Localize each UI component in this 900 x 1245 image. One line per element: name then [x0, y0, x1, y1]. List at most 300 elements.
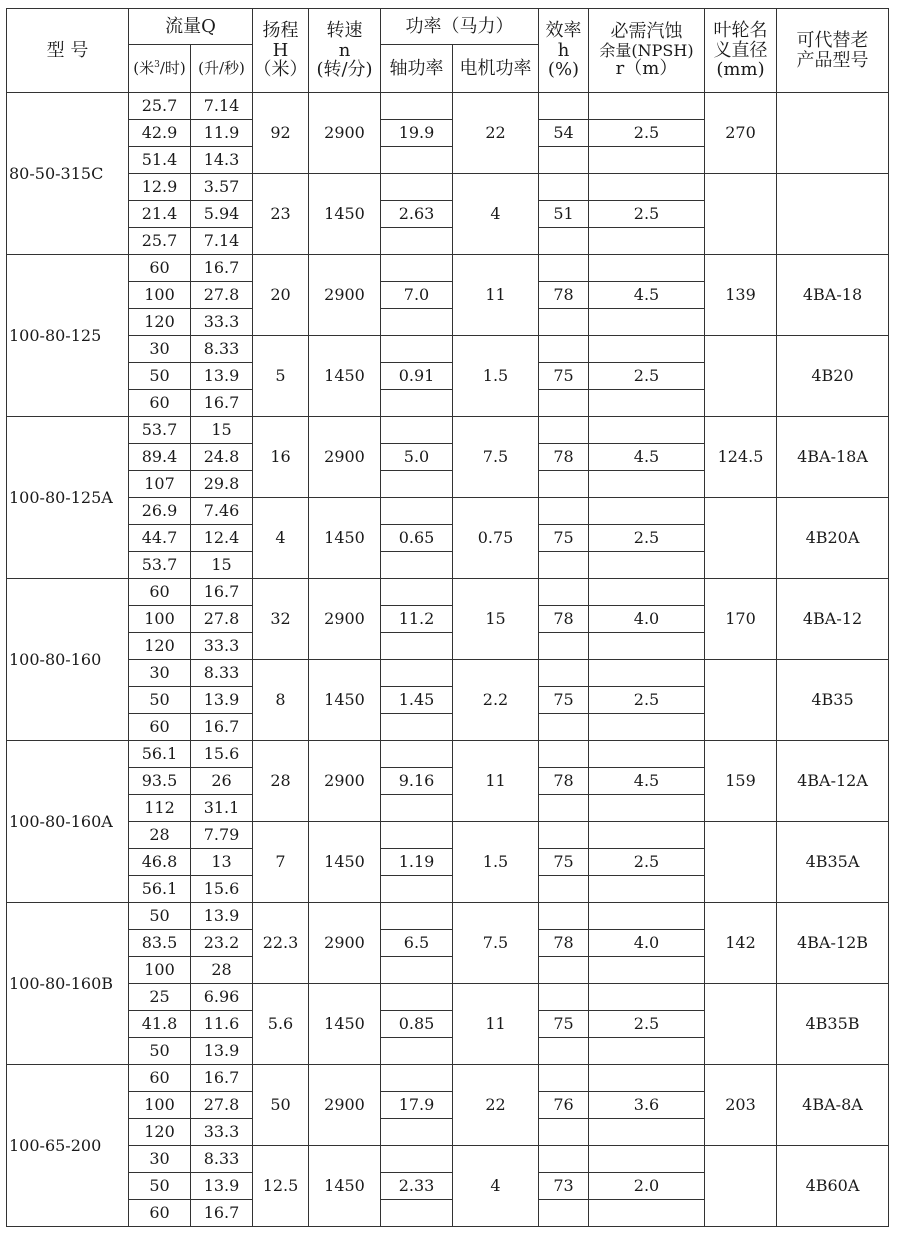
model-name-cell: 100-80-160B	[7, 903, 129, 1065]
pump-spec-table	[6, 8, 889, 1227]
efficiency-empty-cell	[539, 93, 589, 120]
impeller-empty-cell	[705, 1146, 777, 1227]
impeller-empty-cell	[705, 174, 777, 255]
motor-power-cell: 2.2	[453, 660, 539, 741]
head-cell: 20	[253, 255, 309, 336]
header-speed-line1: 转速	[326, 19, 363, 41]
efficiency-empty-cell	[539, 957, 589, 984]
efficiency-empty-cell	[539, 390, 589, 417]
flow-m3h-cell: 25.7	[129, 228, 191, 255]
efficiency-cell: 73	[539, 1173, 589, 1200]
npsh-empty-cell	[589, 552, 705, 579]
motor-power-cell: 4	[453, 174, 539, 255]
npsh-empty-cell	[589, 1119, 705, 1146]
flow-ls-cell: 7.46	[191, 498, 253, 525]
flow-m3h-cell: 50	[129, 1038, 191, 1065]
motor-power-cell: 11	[453, 741, 539, 822]
efficiency-empty-cell	[539, 1200, 589, 1227]
flow-m3h-cell: 60	[129, 714, 191, 741]
speed-cell: 1450	[309, 984, 381, 1065]
model-name-cell: 100-80-160	[7, 579, 129, 741]
flow-m3h-cell: 60	[129, 255, 191, 282]
flow-ls-cell: 31.1	[191, 795, 253, 822]
replace-model-cell	[777, 174, 889, 255]
npsh-empty-cell	[589, 579, 705, 606]
shaft-power-cell: 5.0	[381, 444, 453, 471]
header-efficiency-line1: 效率	[545, 19, 582, 41]
efficiency-cell: 78	[539, 768, 589, 795]
flow-m3h-cell: 51.4	[129, 147, 191, 174]
table-row	[7, 417, 889, 444]
header-replace	[777, 9, 889, 93]
model-name-cell: 100-65-200	[7, 1065, 129, 1227]
head-cell: 5	[253, 336, 309, 417]
header-motor-power	[453, 45, 539, 93]
header-model-label: 型 号	[46, 39, 89, 61]
shaft-power-empty-cell	[381, 147, 453, 174]
shaft-power-cell: 6.5	[381, 930, 453, 957]
flow-m3h-cell: 28	[129, 822, 191, 849]
table-row	[7, 741, 889, 768]
flow-ls-cell: 3.57	[191, 174, 253, 201]
efficiency-empty-cell	[539, 255, 589, 282]
npsh-empty-cell	[589, 714, 705, 741]
flow-ls-cell: 29.8	[191, 471, 253, 498]
flow-ls-cell: 16.7	[191, 714, 253, 741]
shaft-power-empty-cell	[381, 1146, 453, 1173]
table-row	[7, 579, 889, 606]
replace-model-cell: 4B35B	[777, 984, 889, 1065]
header-impeller-line2: 义直径	[713, 39, 768, 61]
efficiency-cell: 75	[539, 363, 589, 390]
head-cell: 5.6	[253, 984, 309, 1065]
header-head	[253, 9, 309, 93]
efficiency-cell: 75	[539, 849, 589, 876]
flow-ls-cell: 15.6	[191, 876, 253, 903]
npsh-empty-cell	[589, 957, 705, 984]
flow-ls-cell: 6.96	[191, 984, 253, 1011]
flow-ls-cell: 5.94	[191, 201, 253, 228]
npsh-empty-cell	[589, 1065, 705, 1092]
shaft-power-empty-cell	[381, 417, 453, 444]
flow-ls-cell: 16.7	[191, 1065, 253, 1092]
header-flow-ls-label: (升/秒)	[198, 59, 245, 78]
replace-model-cell: 4BA-12A	[777, 741, 889, 822]
npsh-cell: 2.5	[589, 363, 705, 390]
npsh-empty-cell	[589, 876, 705, 903]
npsh-empty-cell	[589, 147, 705, 174]
npsh-cell: 4.0	[589, 606, 705, 633]
speed-cell: 2900	[309, 741, 381, 822]
header-flow-m3h-prefix: (米	[133, 59, 155, 78]
efficiency-cell: 75	[539, 525, 589, 552]
header-npsh-line2: 余量(NPSH)	[599, 40, 694, 60]
replace-model-cell: 4BA-12B	[777, 903, 889, 984]
efficiency-empty-cell	[539, 660, 589, 687]
flow-m3h-cell: 46.8	[129, 849, 191, 876]
header-npsh-line3: r（m）	[615, 58, 678, 80]
efficiency-empty-cell	[539, 795, 589, 822]
flow-ls-cell: 7.14	[191, 228, 253, 255]
replace-model-cell: 4BA-12	[777, 579, 889, 660]
shaft-power-empty-cell	[381, 714, 453, 741]
efficiency-empty-cell	[539, 228, 589, 255]
motor-power-cell: 15	[453, 579, 539, 660]
model-name-cell: 100-80-160A	[7, 741, 129, 903]
impeller-empty-cell	[705, 822, 777, 903]
model-name-cell: 100-80-125	[7, 255, 129, 417]
npsh-empty-cell	[589, 228, 705, 255]
header-replace-line2: 产品型号	[796, 49, 869, 71]
npsh-cell: 4.0	[589, 930, 705, 957]
header-speed	[309, 9, 381, 93]
shaft-power-empty-cell	[381, 903, 453, 930]
shaft-power-cell: 0.91	[381, 363, 453, 390]
efficiency-empty-cell	[539, 579, 589, 606]
flow-ls-cell: 14.3	[191, 147, 253, 174]
shaft-power-empty-cell	[381, 336, 453, 363]
impeller-diameter-cell: 159	[705, 741, 777, 822]
replace-model-cell: 4BA-18	[777, 255, 889, 336]
flow-ls-cell: 13.9	[191, 1038, 253, 1065]
speed-cell: 2900	[309, 1065, 381, 1146]
flow-m3h-cell: 89.4	[129, 444, 191, 471]
header-efficiency	[539, 9, 589, 93]
npsh-empty-cell	[589, 1200, 705, 1227]
efficiency-empty-cell	[539, 822, 589, 849]
speed-cell: 1450	[309, 660, 381, 741]
efficiency-cell: 75	[539, 687, 589, 714]
header-flow	[129, 9, 253, 45]
header-impeller-line1: 叶轮名	[713, 19, 768, 41]
flow-ls-cell: 13.9	[191, 1173, 253, 1200]
efficiency-cell: 78	[539, 930, 589, 957]
npsh-cell: 2.5	[589, 525, 705, 552]
shaft-power-cell: 17.9	[381, 1092, 453, 1119]
efficiency-cell: 78	[539, 444, 589, 471]
header-speed-line3: (转/分)	[316, 59, 373, 81]
speed-cell: 2900	[309, 255, 381, 336]
efficiency-cell: 78	[539, 282, 589, 309]
flow-m3h-cell: 112	[129, 795, 191, 822]
table-row	[7, 1065, 889, 1092]
head-cell: 16	[253, 417, 309, 498]
shaft-power-empty-cell	[381, 390, 453, 417]
shaft-power-empty-cell	[381, 93, 453, 120]
npsh-empty-cell	[589, 174, 705, 201]
speed-cell: 2900	[309, 579, 381, 660]
replace-model-cell	[777, 93, 889, 174]
motor-power-cell: 1.5	[453, 336, 539, 417]
motor-power-cell: 22	[453, 93, 539, 174]
npsh-cell: 2.5	[589, 687, 705, 714]
npsh-empty-cell	[589, 1038, 705, 1065]
flow-ls-cell: 16.7	[191, 579, 253, 606]
flow-m3h-cell: 100	[129, 957, 191, 984]
flow-m3h-cell: 50	[129, 1173, 191, 1200]
efficiency-empty-cell	[539, 903, 589, 930]
shaft-power-cell: 9.16	[381, 768, 453, 795]
header-efficiency-line2: h	[557, 39, 570, 61]
flow-ls-cell: 24.8	[191, 444, 253, 471]
flow-ls-cell: 8.33	[191, 660, 253, 687]
npsh-cell: 4.5	[589, 282, 705, 309]
table-row	[7, 822, 889, 849]
flow-m3h-cell: 100	[129, 282, 191, 309]
model-name-cell: 80-50-315C	[7, 93, 129, 255]
shaft-power-cell: 11.2	[381, 606, 453, 633]
speed-cell: 1450	[309, 498, 381, 579]
flow-ls-cell: 28	[191, 957, 253, 984]
efficiency-empty-cell	[539, 417, 589, 444]
flow-m3h-cell: 100	[129, 606, 191, 633]
npsh-empty-cell	[589, 795, 705, 822]
flow-m3h-cell: 120	[129, 309, 191, 336]
shaft-power-empty-cell	[381, 741, 453, 768]
efficiency-empty-cell	[539, 876, 589, 903]
shaft-power-empty-cell	[381, 795, 453, 822]
flow-ls-cell: 33.3	[191, 309, 253, 336]
shaft-power-cell: 0.85	[381, 1011, 453, 1038]
shaft-power-empty-cell	[381, 309, 453, 336]
flow-m3h-cell: 100	[129, 1092, 191, 1119]
header-replace-line1: 可代替老	[796, 29, 869, 51]
replace-model-cell: 4BA-18A	[777, 417, 889, 498]
efficiency-empty-cell	[539, 498, 589, 525]
header-head-line2: H	[272, 39, 289, 61]
speed-cell: 2900	[309, 417, 381, 498]
shaft-power-cell: 2.33	[381, 1173, 453, 1200]
header-impeller-line3: (mm)	[716, 59, 765, 81]
flow-ls-cell: 13.9	[191, 363, 253, 390]
flow-m3h-cell: 83.5	[129, 930, 191, 957]
flow-m3h-cell: 107	[129, 471, 191, 498]
header-head-line1: 扬程	[262, 19, 299, 41]
shaft-power-cell: 7.0	[381, 282, 453, 309]
npsh-empty-cell	[589, 309, 705, 336]
motor-power-cell: 22	[453, 1065, 539, 1146]
shaft-power-empty-cell	[381, 174, 453, 201]
efficiency-empty-cell	[539, 336, 589, 363]
replace-model-cell: 4B60A	[777, 1146, 889, 1227]
npsh-empty-cell	[589, 822, 705, 849]
npsh-cell: 2.5	[589, 849, 705, 876]
flow-m3h-cell: 60	[129, 579, 191, 606]
flow-ls-cell: 16.7	[191, 1200, 253, 1227]
flow-ls-cell: 13.9	[191, 903, 253, 930]
flow-ls-cell: 15	[191, 417, 253, 444]
header-shaft-power-label: 轴功率	[389, 57, 444, 79]
table-row	[7, 1146, 889, 1173]
motor-power-cell: 0.75	[453, 498, 539, 579]
npsh-empty-cell	[589, 1146, 705, 1173]
table-row	[7, 93, 889, 120]
flow-m3h-cell: 53.7	[129, 417, 191, 444]
header-flow-ls	[191, 45, 253, 93]
npsh-empty-cell	[589, 984, 705, 1011]
efficiency-empty-cell	[539, 984, 589, 1011]
motor-power-cell: 4	[453, 1146, 539, 1227]
head-cell: 4	[253, 498, 309, 579]
table-row	[7, 336, 889, 363]
flow-m3h-cell: 12.9	[129, 174, 191, 201]
flow-ls-cell: 33.3	[191, 633, 253, 660]
motor-power-cell: 11	[453, 255, 539, 336]
header-npsh	[589, 9, 705, 93]
shaft-power-empty-cell	[381, 1200, 453, 1227]
efficiency-cell: 75	[539, 1011, 589, 1038]
shaft-power-empty-cell	[381, 255, 453, 282]
efficiency-cell: 76	[539, 1092, 589, 1119]
flow-m3h-cell: 26.9	[129, 498, 191, 525]
motor-power-cell: 11	[453, 984, 539, 1065]
replace-model-cell: 4BA-8A	[777, 1065, 889, 1146]
shaft-power-cell: 1.45	[381, 687, 453, 714]
flow-ls-cell: 33.3	[191, 1119, 253, 1146]
flow-m3h-cell: 50	[129, 687, 191, 714]
head-cell: 28	[253, 741, 309, 822]
header-flow-m3h-suffix: /时)	[159, 59, 186, 78]
flow-ls-cell: 7.14	[191, 93, 253, 120]
motor-power-cell: 7.5	[453, 903, 539, 984]
shaft-power-empty-cell	[381, 471, 453, 498]
flow-m3h-cell: 21.4	[129, 201, 191, 228]
replace-model-cell: 4B35A	[777, 822, 889, 903]
npsh-cell: 2.5	[589, 201, 705, 228]
header-flow-m3h-exponent: 3	[154, 60, 160, 71]
shaft-power-cell: 2.63	[381, 201, 453, 228]
npsh-empty-cell	[589, 93, 705, 120]
impeller-empty-cell	[705, 336, 777, 417]
header-model	[7, 9, 129, 93]
flow-ls-cell: 13	[191, 849, 253, 876]
efficiency-cell: 51	[539, 201, 589, 228]
table-row	[7, 255, 889, 282]
flow-ls-cell: 7.79	[191, 822, 253, 849]
head-cell: 32	[253, 579, 309, 660]
model-name-cell: 100-80-125A	[7, 417, 129, 579]
speed-cell: 1450	[309, 1146, 381, 1227]
efficiency-empty-cell	[539, 741, 589, 768]
flow-ls-cell: 15	[191, 552, 253, 579]
header-flow-m3h	[129, 45, 191, 93]
npsh-empty-cell	[589, 633, 705, 660]
flow-m3h-cell: 120	[129, 1119, 191, 1146]
flow-m3h-cell: 41.8	[129, 1011, 191, 1038]
shaft-power-empty-cell	[381, 498, 453, 525]
npsh-empty-cell	[589, 471, 705, 498]
head-cell: 22.3	[253, 903, 309, 984]
npsh-cell: 2.5	[589, 1011, 705, 1038]
flow-ls-cell: 13.9	[191, 687, 253, 714]
efficiency-empty-cell	[539, 471, 589, 498]
header-impeller	[705, 9, 777, 93]
shaft-power-empty-cell	[381, 1038, 453, 1065]
npsh-cell: 4.5	[589, 768, 705, 795]
flow-m3h-cell: 56.1	[129, 741, 191, 768]
impeller-diameter-cell: 139	[705, 255, 777, 336]
flow-ls-cell: 27.8	[191, 606, 253, 633]
speed-cell: 1450	[309, 336, 381, 417]
npsh-empty-cell	[589, 741, 705, 768]
npsh-cell: 2.0	[589, 1173, 705, 1200]
table-row	[7, 903, 889, 930]
efficiency-cell: 54	[539, 120, 589, 147]
shaft-power-empty-cell	[381, 552, 453, 579]
head-cell: 7	[253, 822, 309, 903]
header-shaft-power	[381, 45, 453, 93]
impeller-diameter-cell: 142	[705, 903, 777, 984]
header-efficiency-line3: (%)	[547, 59, 580, 81]
shaft-power-empty-cell	[381, 660, 453, 687]
shaft-power-empty-cell	[381, 633, 453, 660]
shaft-power-cell: 19.9	[381, 120, 453, 147]
motor-power-cell: 7.5	[453, 417, 539, 498]
npsh-cell: 3.6	[589, 1092, 705, 1119]
flow-m3h-cell: 60	[129, 390, 191, 417]
replace-model-cell: 4B20	[777, 336, 889, 417]
flow-m3h-cell: 56.1	[129, 876, 191, 903]
npsh-cell: 2.5	[589, 120, 705, 147]
replace-model-cell: 4B20A	[777, 498, 889, 579]
flow-m3h-cell: 50	[129, 903, 191, 930]
flow-m3h-cell: 53.7	[129, 552, 191, 579]
flow-ls-cell: 16.7	[191, 255, 253, 282]
shaft-power-cell: 0.65	[381, 525, 453, 552]
flow-ls-cell: 8.33	[191, 336, 253, 363]
header-speed-line2: n	[338, 39, 351, 61]
head-cell: 12.5	[253, 1146, 309, 1227]
npsh-empty-cell	[589, 498, 705, 525]
npsh-empty-cell	[589, 417, 705, 444]
flow-ls-cell: 11.6	[191, 1011, 253, 1038]
speed-cell: 2900	[309, 93, 381, 174]
flow-ls-cell: 11.9	[191, 120, 253, 147]
flow-m3h-cell: 50	[129, 363, 191, 390]
efficiency-empty-cell	[539, 147, 589, 174]
flow-ls-cell: 15.6	[191, 741, 253, 768]
header-power	[381, 9, 539, 45]
flow-ls-cell: 12.4	[191, 525, 253, 552]
head-cell: 92	[253, 93, 309, 174]
head-cell: 50	[253, 1065, 309, 1146]
flow-m3h-cell: 60	[129, 1065, 191, 1092]
efficiency-empty-cell	[539, 1119, 589, 1146]
flow-m3h-cell: 93.5	[129, 768, 191, 795]
flow-m3h-cell: 60	[129, 1200, 191, 1227]
replace-model-cell: 4B35	[777, 660, 889, 741]
table-row	[7, 984, 889, 1011]
header-head-line3: （米）	[253, 59, 308, 81]
header-motor-power-label: 电机功率	[459, 57, 532, 79]
table-row	[7, 174, 889, 201]
speed-cell: 2900	[309, 903, 381, 984]
npsh-empty-cell	[589, 336, 705, 363]
header-flow-label: 流量Q	[165, 15, 216, 37]
shaft-power-empty-cell	[381, 984, 453, 1011]
efficiency-empty-cell	[539, 1038, 589, 1065]
shaft-power-empty-cell	[381, 876, 453, 903]
npsh-empty-cell	[589, 255, 705, 282]
efficiency-empty-cell	[539, 633, 589, 660]
impeller-empty-cell	[705, 498, 777, 579]
impeller-empty-cell	[705, 660, 777, 741]
flow-m3h-cell: 25.7	[129, 93, 191, 120]
flow-m3h-cell: 25	[129, 984, 191, 1011]
shaft-power-empty-cell	[381, 957, 453, 984]
npsh-empty-cell	[589, 660, 705, 687]
flow-ls-cell: 8.33	[191, 1146, 253, 1173]
